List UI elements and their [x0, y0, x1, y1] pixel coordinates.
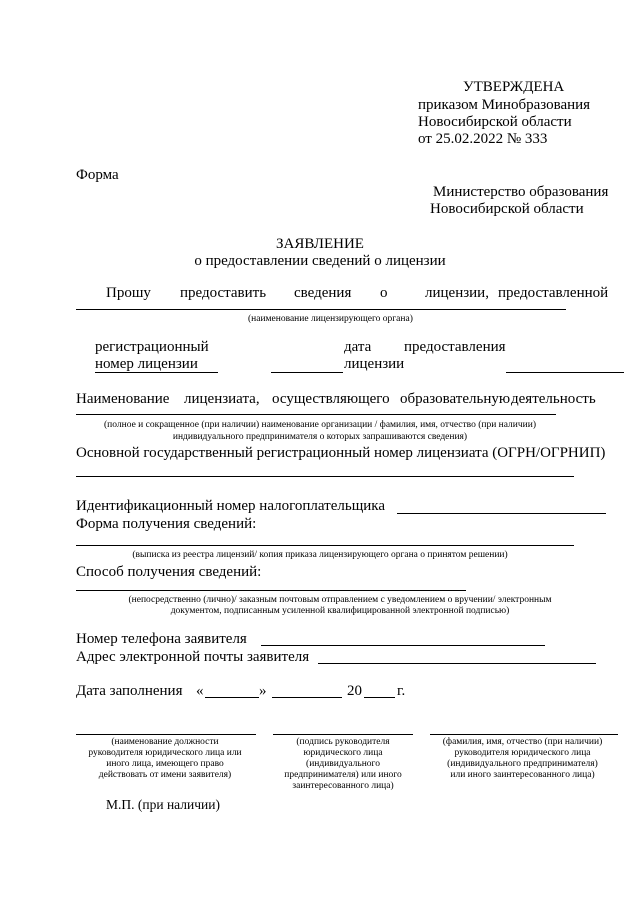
ogrn-label: Основной государственный регистрационный номер лицензиата (ОГРН/ОГРНИП): [76, 445, 606, 461]
date-label-2: предоставления: [404, 339, 506, 355]
addressee-line1: Министерство образования: [433, 184, 609, 200]
request-word-5: лицензии,: [425, 285, 489, 301]
fill-date-year-prefix: 20: [347, 683, 362, 699]
document-subtitle: о предоставлении сведений о лицензии: [194, 253, 446, 269]
licensing-body-caption: (наименование лицензирующего органа): [248, 314, 413, 324]
request-word-1: Прошу: [106, 285, 151, 301]
reg-number-label-2: номер лицензии: [95, 356, 198, 372]
licensee-word-1: Наименование: [76, 391, 170, 407]
request-word-6: предоставленной: [498, 285, 609, 301]
addressee-line2: Новосибирской области: [430, 201, 584, 217]
licensee-caption-2: индивидуального предпринимателя о которых запрашиваются сведения): [172, 432, 468, 442]
request-word-3: сведения: [294, 285, 352, 301]
fill-date-close-quote: »: [259, 683, 267, 699]
phone-field[interactable]: [261, 645, 545, 646]
fill-date-year-suffix: г.: [397, 683, 406, 699]
ogrn-field[interactable]: [76, 476, 574, 477]
licensee-name-field[interactable]: [76, 414, 556, 415]
reg-number-underline: [95, 372, 218, 373]
reg-number-label-1: регистрационный: [95, 339, 209, 355]
position-field[interactable]: [76, 734, 256, 735]
signature-caption: (подпись руководителя юридического лица (индивидуального предпринимателя) или иного заинтересованного лица): [284, 737, 402, 791]
licensee-word-5: деятельность: [511, 391, 596, 407]
receipt-method-caption-1: (непосредственно (лично)/ заказным почтовым отправлением с уведомлением о вручении/ электронным: [128, 595, 552, 605]
email-label: Адрес электронной почты заявителя: [76, 649, 310, 665]
stamp-label: М.П. (при наличии): [106, 797, 220, 812]
fill-date-label: Дата заполнения: [76, 683, 183, 699]
reg-number-field[interactable]: [271, 372, 343, 373]
email-field[interactable]: [318, 663, 596, 664]
inn-field[interactable]: [397, 513, 606, 514]
licensing-body-field[interactable]: [76, 309, 566, 310]
receipt-form-label: Форма получения сведений:: [76, 516, 257, 532]
signature-field[interactable]: [273, 734, 413, 735]
licensee-word-3: осуществляющего: [272, 391, 390, 407]
receipt-method-caption-2: документом, подписанным усиленной квалифицированной электронной подписью): [170, 606, 510, 616]
document-title: ЗАЯВЛЕНИЕ: [276, 236, 364, 252]
licensee-word-2: лицензиата,: [184, 391, 260, 407]
receipt-method-field[interactable]: [76, 590, 466, 591]
fullname-field[interactable]: [430, 734, 618, 735]
form-label: Форма: [76, 167, 119, 183]
request-word-4: о: [380, 285, 388, 301]
approval-order: приказом Минобразования: [418, 97, 591, 113]
license-date-field[interactable]: [506, 372, 624, 373]
receipt-form-caption: (выписка из реестра лицензий/ копия приказа лицензирующего органа о принятом решении): [132, 550, 508, 560]
fill-date-day-field[interactable]: [205, 697, 259, 698]
phone-label: Номер телефона заявителя: [76, 631, 247, 647]
fill-date-year-field[interactable]: [364, 697, 395, 698]
licensee-caption-1: (полное и сокращенное (при наличии) наименование организации / фамилия, имя, отчество (при наличии): [104, 420, 536, 430]
receipt-form-field[interactable]: [76, 545, 574, 546]
inn-label: Идентификационный номер налогоплательщика: [76, 498, 386, 514]
approval-region: Новосибирской области: [418, 114, 572, 130]
request-word-2: предоставить: [180, 285, 267, 301]
fill-date-open-quote: «: [196, 683, 204, 699]
licensee-word-4: образовательную: [400, 391, 511, 407]
approval-title: УТВЕРЖДЕНА: [463, 79, 565, 95]
fill-date-month-field[interactable]: [272, 697, 342, 698]
date-label-3: лицензии: [344, 356, 405, 372]
date-label-1: дата: [344, 339, 372, 355]
position-caption: (наименование должности руководителя юридического лица или иного лица, имеющего право действовать от имени заявителя): [88, 737, 242, 780]
approval-date: от 25.02.2022 № 333: [418, 131, 548, 147]
fullname-caption: (фамилия, имя, отчество (при наличии) руководителя юридического лица (индивидуального предпринимателя) или иного заинтересованного лица): [442, 737, 603, 780]
receipt-method-label: Способ получения сведений:: [76, 564, 262, 580]
